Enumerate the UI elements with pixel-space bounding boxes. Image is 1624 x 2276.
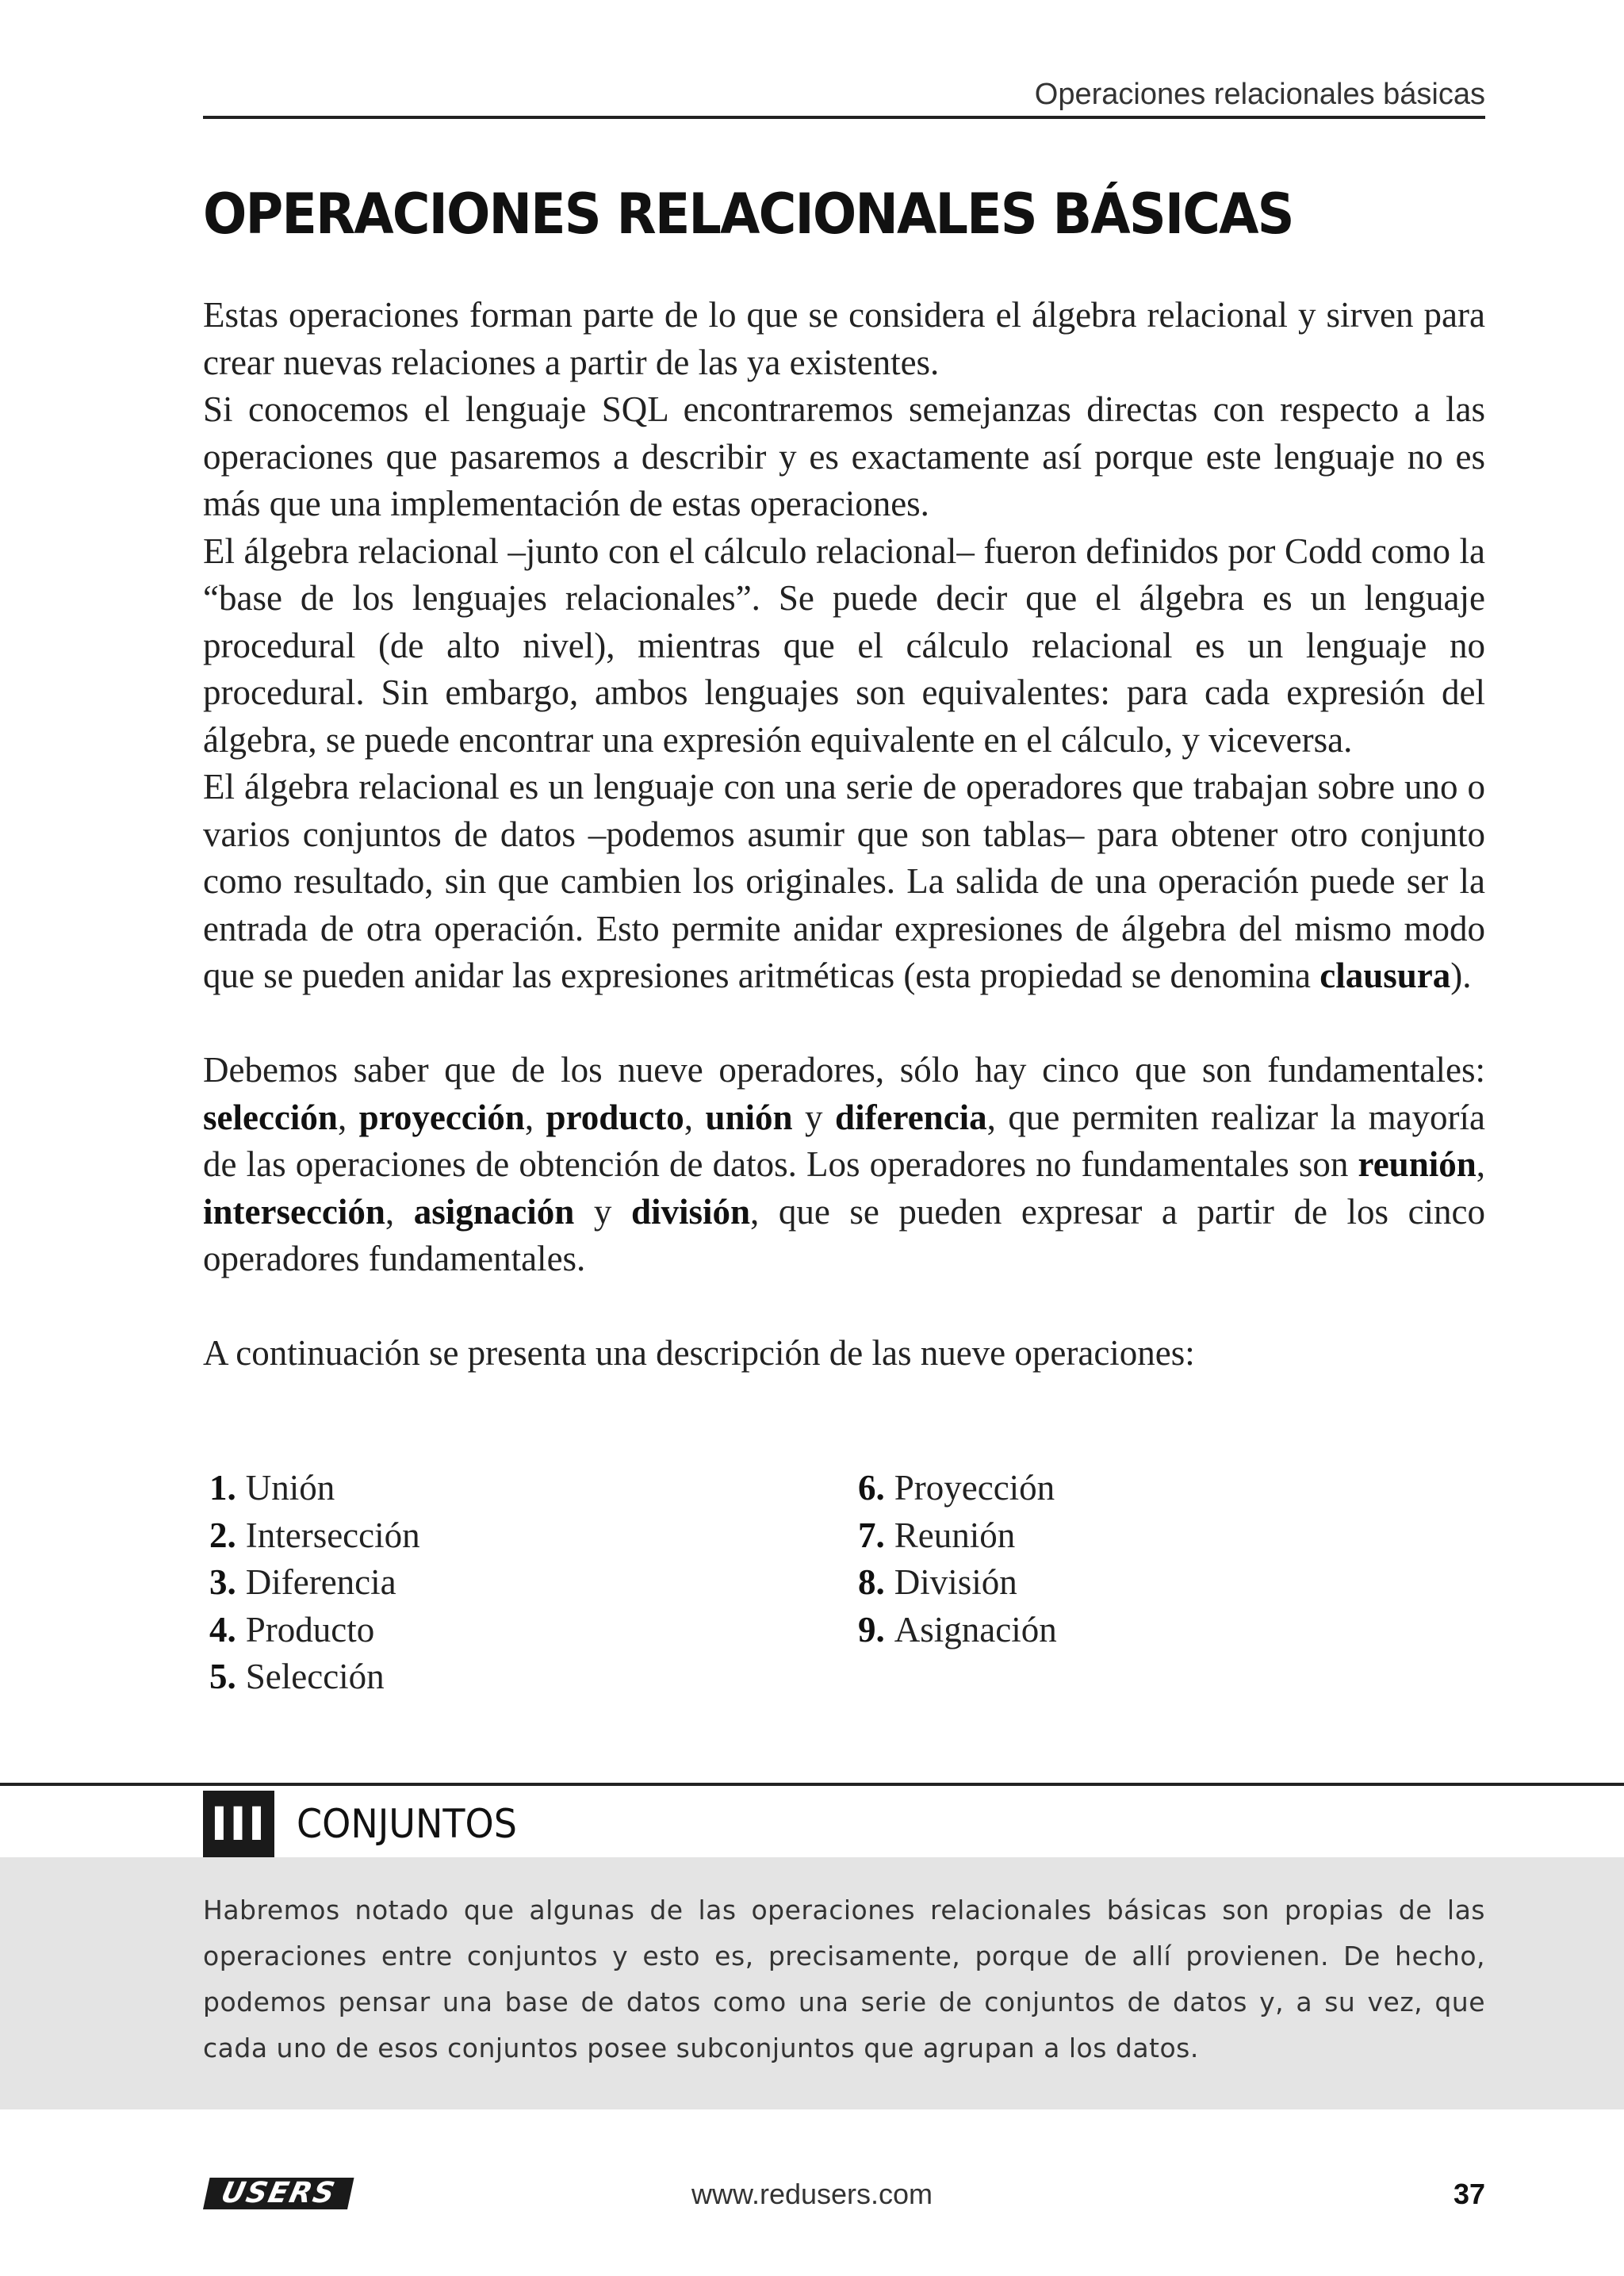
section-badge: III: [203, 1791, 274, 1857]
section-title: CONJUNTOS: [297, 1801, 517, 1847]
list-item-number: 5.: [209, 1657, 236, 1696]
list-item-number: 1.: [209, 1468, 236, 1508]
term-clausura: clausura: [1320, 956, 1451, 995]
list-item: [858, 1512, 1057, 1560]
list-item-number: 6.: [858, 1468, 885, 1508]
term-union: unión: [705, 1097, 793, 1137]
list-item-label: Asignación: [894, 1609, 1057, 1650]
p5-sep: y: [574, 1191, 631, 1232]
paragraph-6: A continuación se presenta una descripción de las nueve operaciones:: [203, 1333, 1195, 1373]
list-item-number: 2.: [209, 1515, 236, 1555]
term-reunion: reunión: [1358, 1144, 1477, 1184]
term-proyeccion: proyección: [358, 1097, 525, 1137]
list-item-number: 7.: [858, 1515, 885, 1555]
list-item: [209, 1512, 420, 1560]
term-interseccion: intersección: [203, 1191, 385, 1232]
p5-sep: ,: [1476, 1144, 1485, 1184]
paragraph-5: [203, 1047, 1485, 1283]
list-item: [858, 1465, 1057, 1512]
section-divider: [0, 1783, 1624, 1786]
list-item-label: Reunión: [894, 1515, 1016, 1555]
list-item: [209, 1465, 420, 1512]
p5-text-3: , que se pueden expresar a partir de los cinco operadores fundamentales.: [203, 1191, 1486, 1278]
operations-list-right: [858, 1465, 1057, 1653]
paragraph-1: Estas operaciones forman parte de lo que se considera el álgebra relacional y sirven para crear nuevas relaciones a partir de las ya existentes.: [203, 295, 1485, 382]
footer-url: www.redusers.com: [691, 2178, 933, 2210]
operations-list-left: [209, 1465, 420, 1701]
p5-sep: y: [792, 1097, 836, 1137]
users-logo: USERS: [203, 2178, 354, 2209]
list-item: [209, 1607, 420, 1654]
list-item-label: Proyección: [894, 1468, 1055, 1508]
paragraph-4-end: ).: [1450, 956, 1472, 995]
term-asignacion: asignación: [413, 1191, 575, 1232]
list-item-label: Intersección: [245, 1515, 420, 1555]
info-box-paragraph: Habremos notado que algunas de las operaciones relacionales básicas son propias de las operaciones entre conjuntos y esto es, precisamente, porque de allí provienen. De hecho, podemos pensar una base de datos como una serie de conjuntos de datos y, a su vez, que cada uno de esos conjuntos posee subconjuntos que agrupan a los datos.: [203, 1895, 1485, 2063]
p5-sep: ,: [524, 1097, 546, 1137]
p5-text-2: , que permiten realizar la mayoría de las operaciones de obtención de datos. Los operadores no fundamentales son: [203, 1097, 1486, 1184]
page-number: 37: [1453, 2178, 1485, 2210]
running-header: [203, 73, 1485, 119]
list-item-number: 3.: [209, 1562, 236, 1602]
p5-sep: ,: [337, 1097, 359, 1137]
info-box-text: [203, 1887, 1485, 2071]
list-item-number: 4.: [209, 1609, 236, 1650]
running-header-title: Operaciones relacionales básicas: [1034, 78, 1485, 111]
term-producto: producto: [546, 1097, 684, 1137]
paragraph-4: [203, 764, 1485, 1000]
term-division: división: [630, 1191, 751, 1232]
list-item-label: Diferencia: [245, 1562, 396, 1602]
paragraph-4-text: El álgebra relacional es un lenguaje con una serie de operadores que trabajan sobre uno o varios conjuntos de datos –podemos asumir que son tablas– para obtener otro conjunto como resultado, sin que cambien los originales. La salida de una operación puede ser la entrada de otra operación. Esto permite anidar expresiones de álgebra del mismo modo que se pueden anidar las expresiones aritméticas (esta propiedad se denomina: [203, 767, 1485, 995]
list-item-label: Producto: [245, 1609, 375, 1650]
list-item-label: Selección: [245, 1657, 385, 1696]
term-seleccion: selección: [203, 1097, 338, 1137]
paragraph-3: El álgebra relacional –junto con el cálculo relacional– fueron definidos por Codd como la “base de los lenguajes relacionales”. Se puede decir que el álgebra es un lenguaje procedural (de alto nivel), mientras que el cálculo relacional es un lenguaje no procedural. Sin embargo, ambos lenguajes son equivalentes: para cada expresión del álgebra, se puede encontrar una expresión equivalente en el cálculo, y viceversa.: [203, 531, 1485, 760]
list-item-number: 8.: [858, 1562, 885, 1602]
p5-sep: ,: [684, 1097, 706, 1137]
list-item-number: 9.: [858, 1609, 885, 1650]
list-item: [858, 1559, 1057, 1607]
p5-sep: ,: [385, 1191, 414, 1232]
list-item-label: División: [894, 1562, 1017, 1602]
list-item-label: Unión: [245, 1468, 335, 1508]
list-item: [858, 1607, 1057, 1654]
paragraph-2: Si conocemos el lenguaje SQL encontraremos semejanzas directas con respecto a las operaciones que pasaremos a describir y es exactamente así porque este lenguaje no es más que una implementación de estas operaciones.: [203, 389, 1485, 523]
p5-text-1: Debemos saber que de los nueve operadores, sólo hay cinco que son fundamentales:: [203, 1050, 1485, 1090]
list-item: [209, 1653, 420, 1701]
term-diferencia: diferencia: [835, 1097, 987, 1137]
list-item: [209, 1559, 420, 1607]
page-title: OPERACIONES RELACIONALES BÁSICAS: [203, 182, 1293, 247]
body-text: [203, 292, 1485, 1377]
